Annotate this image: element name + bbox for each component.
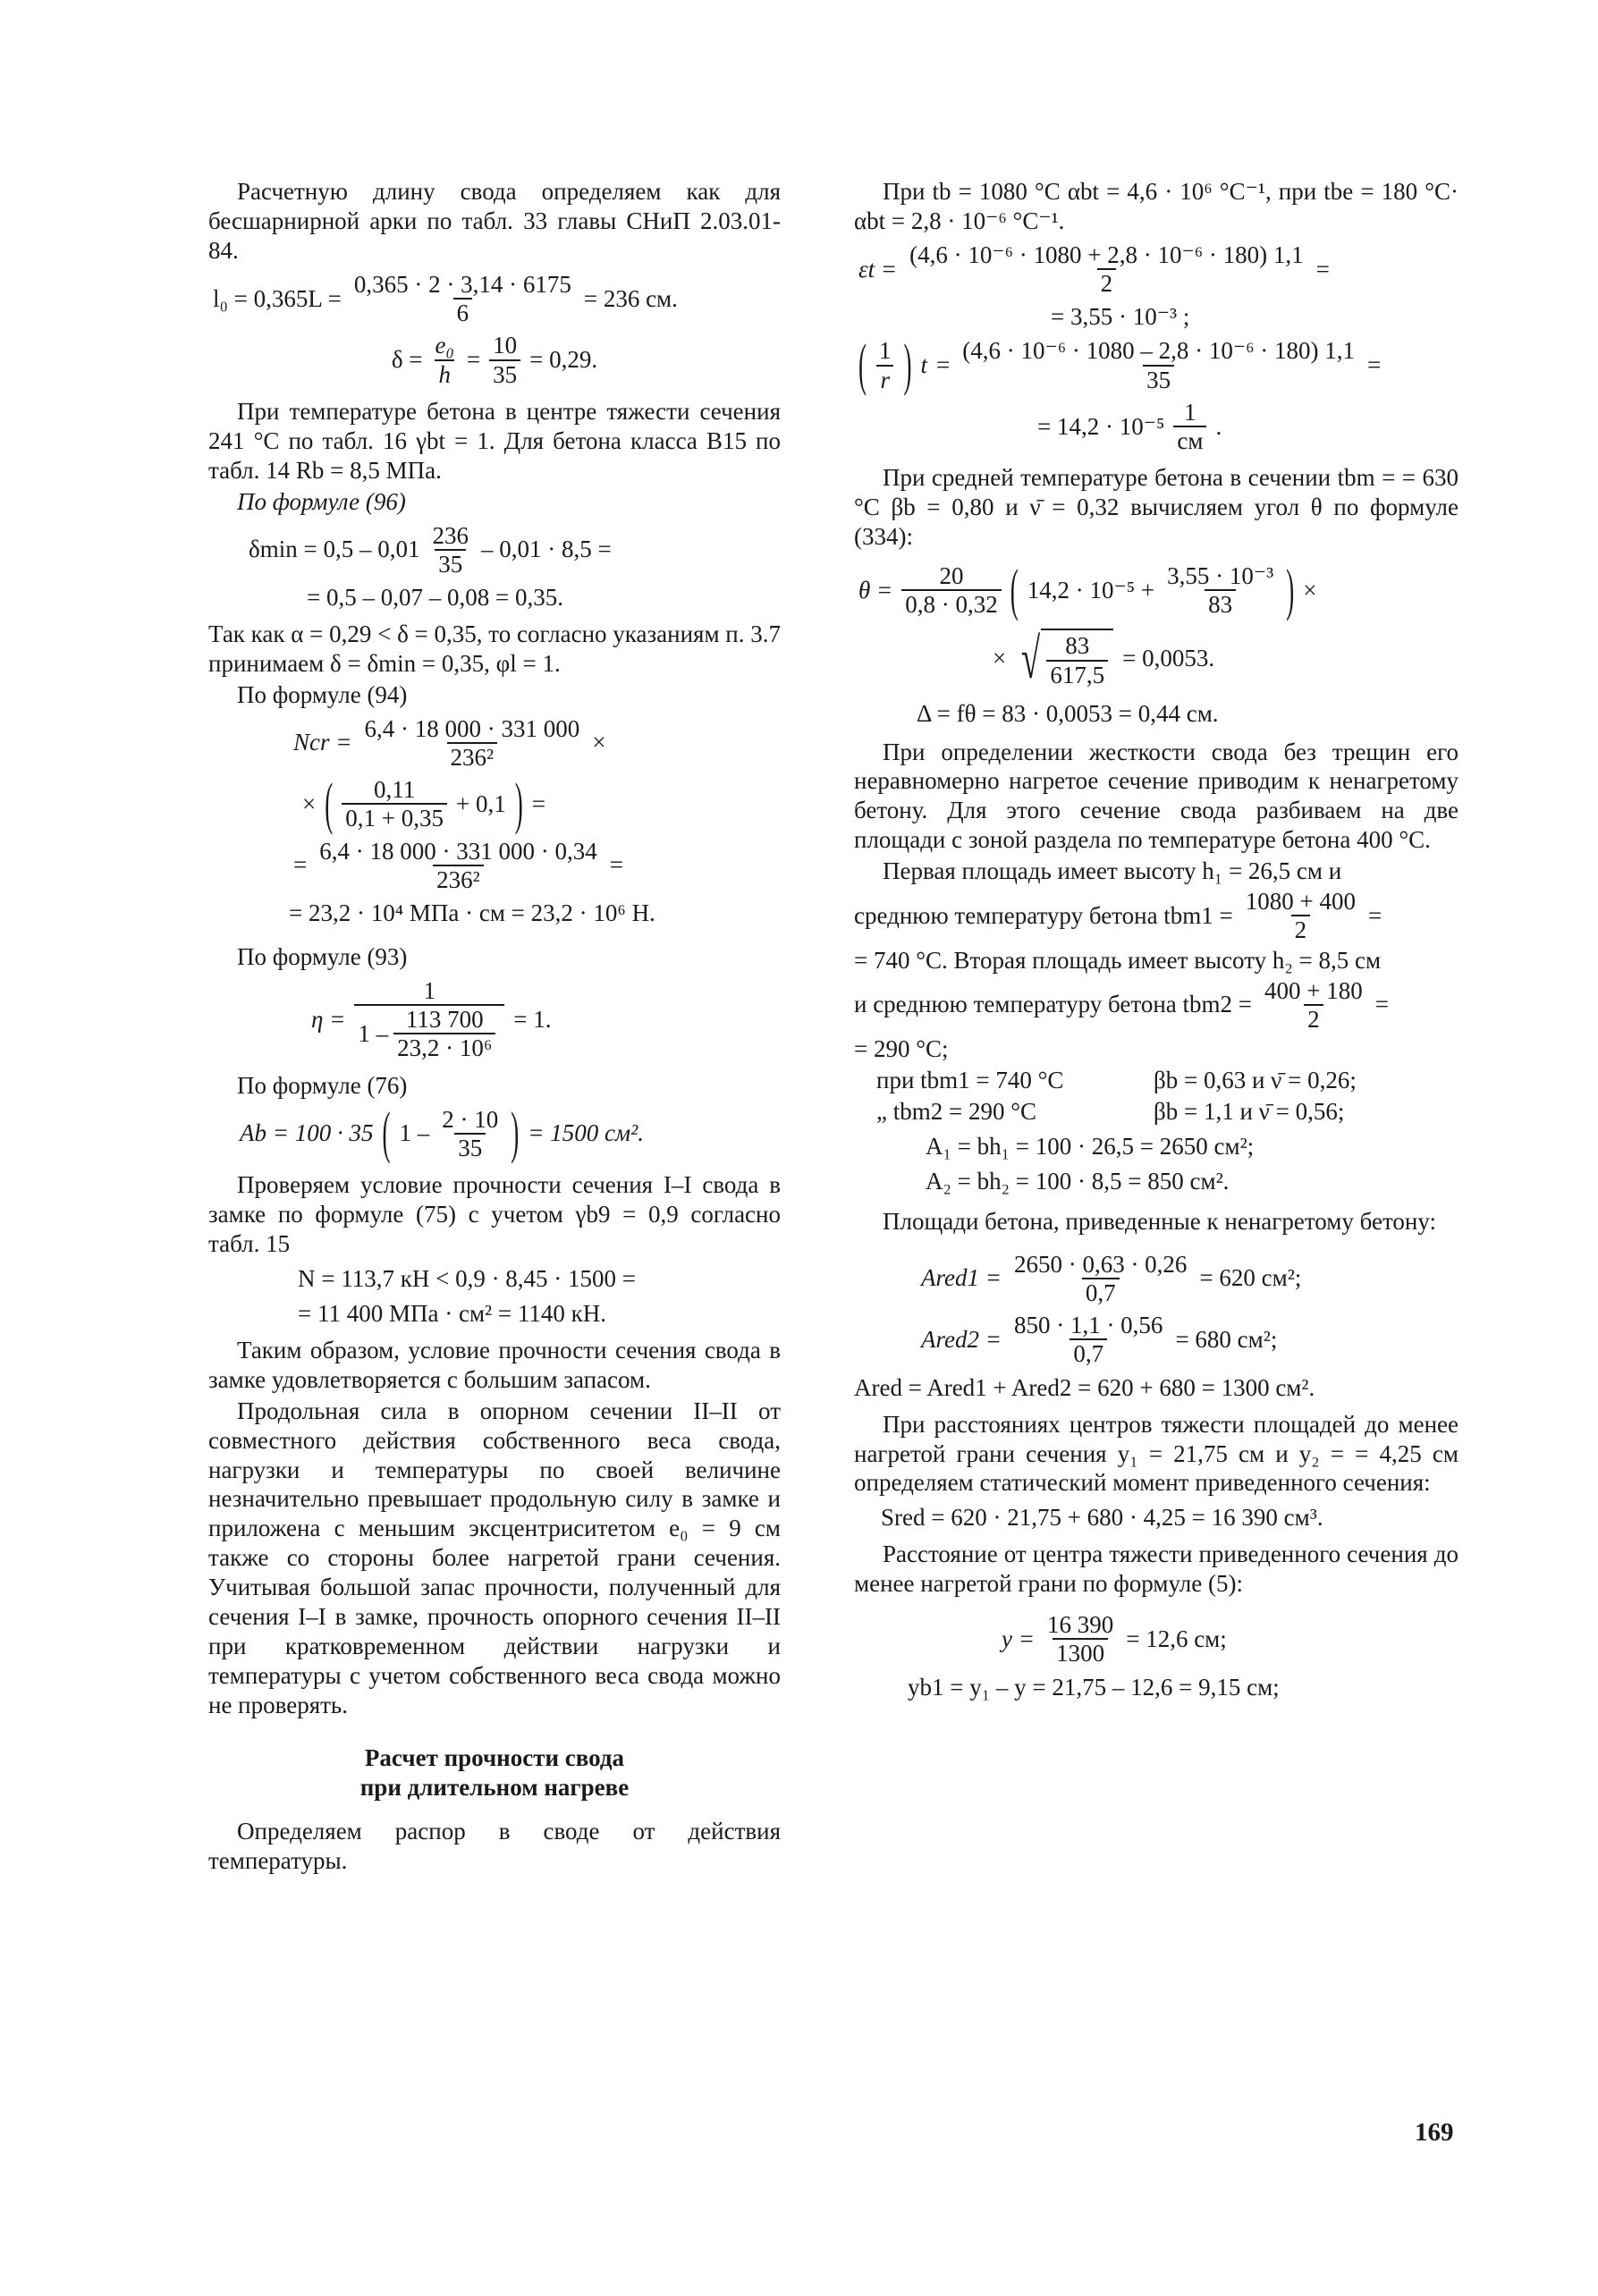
formula: Δ = fθ = 83 · 0,0053 = 0,44 см. bbox=[917, 699, 1219, 727]
formula: N = 113,7 кН < 0,9 · 8,45 · 1500 = bbox=[298, 1264, 637, 1292]
formula: при tbm1 = 740 °С βb = 0,63 и ν̄ = 0,26; bbox=[876, 1067, 1357, 1094]
formula: = 11 400 МПа · см² = 1140 кН. bbox=[298, 1299, 606, 1327]
formula: Ared1 = $\frac{2650 \cdot 0,63 \cdot 0,26}{0,7}$ = 620 см²; bbox=[921, 1250, 1302, 1306]
formula: θ = $\frac{20}{0,8 \cdot 0,32}$ ( 14,2 · 10⁻⁵ + $\frac{\text{3,55 · 10⁻³}}{83}$ ) × bbox=[858, 557, 1317, 622]
paragraph: При температуре бетона в центре тяжести сечения 241 °С по табл. 16 γbt = 1. Для бетона класса В15 по табл. 14 Rb = 8,5 МПа. bbox=[208, 397, 781, 484]
paragraph: При средней температуре бетона в сечении tbm = = 630 °С βb = 0,80 и ν̄ = 0,32 вычисляем угол θ по формуле (334): bbox=[854, 464, 1458, 551]
formula: Ared = Ared1 + Ared2 = 620 + 680 = 1300 см². bbox=[854, 1373, 1315, 1401]
formula: = 23,2 · 10⁴ МПа · см = 23,2 · 10⁶ Н. bbox=[289, 899, 655, 927]
section-heading: при длительном нагреве bbox=[359, 1773, 630, 1801]
fraction: $\frac{0,365 \cdot 2 \cdot 3,14 \cdot 6175}{6}$ bbox=[353, 270, 571, 327]
formula: = 3,55 · 10⁻³ ; bbox=[1051, 303, 1190, 331]
paragraph: = 740 °С. Вторая площадь имеет высоту h₂ = 8,5 см bbox=[854, 946, 1382, 974]
formula: × √ $\frac{83}{617,5}$ = 0,0053. bbox=[854, 624, 1458, 694]
formula: η = 1 1 – 113 700 23,2 · 10⁶ = 1. bbox=[311, 977, 552, 1062]
formula: A₁ = bh₁ = 100 · 26,5 = 2650 см²; bbox=[926, 1132, 1255, 1160]
formula: и среднюю температуру бетона tbm2 = $\frac{400 + 180}{2}$ = bbox=[854, 976, 1389, 1033]
formula: Sred = 620 · 21,75 + 680 · 4,25 = 16 390 см³. bbox=[881, 1504, 1323, 1532]
formula: Ared2 = $\frac{850 \cdot 1,1 \cdot 0,56}{0,7}$ = 680 см²; bbox=[921, 1312, 1278, 1368]
right-column bbox=[854, 177, 1458, 1708]
formula: = $\frac{6,4 \cdot 18 000 \cdot 331 000 \cdot 0,34}{\text{236²}}$ = bbox=[293, 837, 623, 893]
formula: δmin = 0,5 – 0,01 236 35 – 0,01 · 8,5 = bbox=[249, 521, 612, 578]
paragraph: Расстояние от центра тяжести приведенного сечения до менее нагретой грани по формуле (5): bbox=[854, 1541, 1458, 1598]
paragraph: По формуле (76) bbox=[237, 1071, 408, 1099]
radical-icon: √ bbox=[1021, 626, 1041, 690]
paragraph: = 290 °С; bbox=[854, 1035, 949, 1063]
formula: „ tbm2 = 290 °С βb = 1,1 и ν̄ = 0,56; bbox=[876, 1097, 1345, 1125]
paragraph: Так как α = 0,29 < δ = 0,35, то согласно указаниям п. 3.7 принимаем δ = δmin = 0,35, φl = 1. bbox=[208, 620, 781, 677]
paragraph: По формуле (93) bbox=[237, 943, 408, 971]
formula: Ncr = $\frac{6,4 \cdot 18 000 \cdot 331 000}{\text{236²}}$ × bbox=[293, 714, 606, 771]
section-heading: Расчет прочности свода bbox=[364, 1743, 625, 1771]
paragraph: Проверяем условие прочности сечения I–I свода в замке по формуле (75) с учетом γb9 = 0,9 согласно табл. 15 bbox=[208, 1171, 781, 1257]
formula: yb1 = y₁ – y = 21,75 – 12,6 = 9,15 см; bbox=[908, 1673, 1280, 1701]
page-number: 169 bbox=[1415, 2118, 1454, 2147]
formula: l₀ = 0,365L = $\frac{0,365 \cdot 2 \cdot 3,14 \cdot 6175}{6}$ = 236 см. bbox=[213, 270, 678, 327]
formula: ( 1 r ) t = $\frac{\text{(4,6 · 10⁻⁶ · 1080 – 2,8 · 10⁻⁶ · 180) 1,1}}{35}$ = bbox=[858, 332, 1382, 397]
formula: y = $\frac{16 390}{1300}$ = 12,6 см; bbox=[1002, 1611, 1227, 1667]
formula: = 0,5 – 0,07 – 0,08 = 0,35. bbox=[307, 583, 563, 611]
paragraph: По формуле (96) bbox=[237, 487, 406, 515]
paragraph: При tb = 1080 °С αbt = 4,6 · 10⁶ °С⁻¹, при tbe = 180 °С· αbt = 2,8 · 10⁻⁶ °С⁻¹. bbox=[854, 178, 1458, 234]
formula: × ( 0,11 0,1 + 0,35 + 0,1 ) = bbox=[302, 771, 545, 836]
formula: A₂ = bh₂ = 100 · 8,5 = 850 см². bbox=[926, 1167, 1230, 1194]
formula: среднюю температуру бетона tbm1 = $\frac{1080 + 400}{2}$ = bbox=[854, 888, 1382, 944]
paragraph: Продольная сила в опорном сечении II–II от совместного действия собственного веса свода, нагрузки и температуры по своей величине незначительно превышает продольную силу в замке и приложена с меньшим эксцентриситетом e₀ = 9 см также со стороны более нагретой грани сечения. Учитывая большой запас прочности, полученный для сечения I–I в замке, прочность опорного сечения II–II при кратковременном действии нагрузки и температуры с учетом собственного веса свода можно не проверять. bbox=[208, 1397, 781, 1719]
formula: εt = $\frac{\text{(4,6 · 10⁻⁶ · 1080 + 2,8 · 10⁻⁶ · 180) 1,1}}{2}$ = bbox=[858, 241, 1330, 298]
left-column bbox=[208, 177, 781, 1878]
square-root: √ $\frac{83}{617,5}$ bbox=[1015, 624, 1113, 694]
paragraph: По формуле (94) bbox=[237, 680, 408, 708]
formula: δ = $\frac{\text{e₀}}{h}$ = $\frac{10}{35}$ = 0,29. bbox=[391, 332, 598, 388]
paragraph: Расчетную длину свода определяем как для бесшарнирной арки по табл. 33 главы СНиП 2.03.01-84. bbox=[208, 178, 781, 264]
paragraph: Площади бетона, приведенные к ненагретому бетону: bbox=[883, 1207, 1436, 1235]
paragraph: При расстояниях центров тяжести площадей до менее нагретой грани сечения y₁ = 21,75 см и y₂ = = 4,25 см определяем статический момент приведенного сечения: bbox=[854, 1410, 1458, 1497]
formula: = 14,2 · 10⁻⁵ 1 см . bbox=[1037, 398, 1222, 454]
formula: Ab = 100 · 35 ( 1 – 2 · 10 35 ) = 1500 см². bbox=[240, 1100, 644, 1165]
paragraph: Определяем распор в своде от действия температуры. bbox=[208, 1817, 781, 1874]
paragraph: При определении жесткости свода без трещин его неравномерно нагретое сечение приводим к ненагретому бетону. Для этого сечение свода разбиваем на две площади с зоной раздела по температуре бетона 400 °С. bbox=[854, 738, 1458, 854]
paragraph: Первая площадь имеет высоту h₁ = 26,5 см и bbox=[883, 857, 1342, 885]
paragraph: Таким образом, условие прочности сечения свода в замке удовлетворяется с большим запасом. bbox=[208, 1336, 781, 1393]
